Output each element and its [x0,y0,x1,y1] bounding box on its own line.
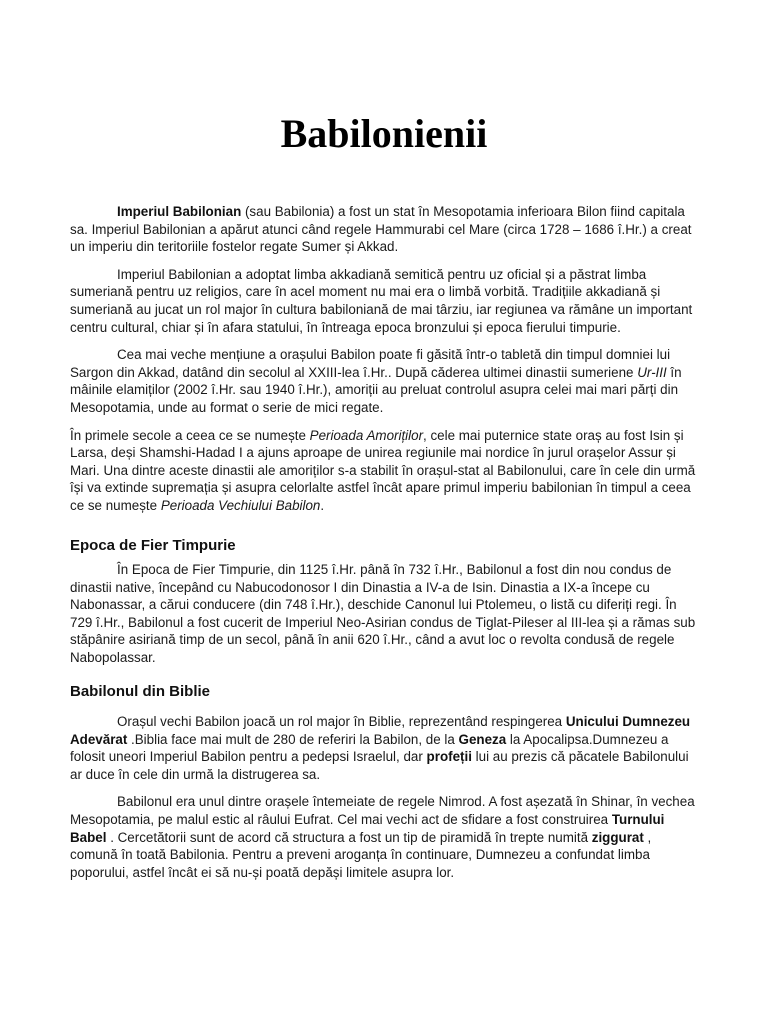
intro-paragraph-1: Imperiul Babilonian (sau Babilonia) a fost un stat în Mesopotamia inferioara Bilon fiind capitala sa. Imperiul Babilonian a apărut atunci când regele Hammurabi cel Mare (circa 1728 – 1686 î.Hr.) a creat un imperiu din teritoriile fostelor regate Sumer și Akkad. [70,204,692,255]
term-ziggurat: ziggurat [591,829,644,845]
section-heading-epoca-de-fier: Epoca de Fier Timpurie [70,537,236,554]
page-title: Babilonienii [280,111,488,156]
term-unicului-dumnezeu: Unicului Dumnezeu Adevărat [70,714,691,747]
section1-paragraph-1: În Epoca de Fier Timpurie, din 1125 î.Hr. până în 732 î.Hr., Babilonul a fost din nou condus de dinastii native, începând cu Nabucodonosor I din Dinastia a IV-a de Isin. Dinastia a IX-a începe cu Nabonassar, a cărui conducere (din 748 î.Hr.), deschide Canonul lui Ptolemeu, o listă cu diferiți regi. În 729 î.Hr., Babilonul a fost cucerit de Imperiul Neo-Asirian condus de Tiglat-Pileser al III-lea și a rămas sub stăpânire asiriană timp de un secol, până în anii 620 î.Hr., când a avut loc o revolta condusă de regele Nabopolassar. [70,562,696,665]
intro-paragraph-3: Cea mai veche mențiune a orașului Babilon poate fi găsită într-o tabletă din timpul domniei lui Sargon din Akkad, datând din secolul al XXIII-lea î.Hr.. După căderea ultimei dinastii sumeriene Ur-III în mâinile elamiților (2002 î.Hr. sau 1940 î.Hr.), amoriții au preluat controlul asupra celei mai mari părți din Mesopotamia, unde au format o serie de mici regate. [70,347,682,415]
term-imperiul-babilonian: Imperiul Babilonian [117,204,242,219]
section-heading-babilonul-din-biblie: Babilonul din Biblie [70,683,210,700]
term-geneza: Geneza [458,731,507,747]
intro-paragraph-2: Imperiul Babilonian a adoptat limba akkadiană semitică pentru uz oficial și a păstrat limba sumeriană pentru uz religios, care în acel moment nu mai era o limbă vorbită. Tradițiile akkadiană și sumeriană au jucat un rol major în cultura babiloniană de mai târziu, iar regiunea va rămâne un important centru cultural, chiar și în afara statului, în întreaga epoca bronzului și epoca fierului timpurie. [70,266,693,335]
term-perioada-amoritilor: Perioada Amoriților [309,427,424,443]
section-epoca-de-fier [70,561,700,677]
section2-paragraph-1: Orașul vechi Babilon joacă un rol major în Biblie, reprezentând respingerea Unicului Dumnezeu Adevărat .Biblia face mai mult de 280 de referiri la Babilon, de la Geneza la Apocalipsa.Dumnezeu a folosit uneori Imperiul Babilon pentru a pedepsi Israelul, dar profeții lui au prezis că păcatele Babilonului ar duce în cele din urmă la distrugerea sa. [70,714,691,782]
term-perioada-vechiului-babilon: Perioada Vechiului Babilon [160,497,321,513]
intro-paragraph-4: În primele secole a ceea ce se numește Perioada Amoriților, cele mai puternice state oraș au fost Isin și Larsa, deși Shamshi-Hadad I a ajuns aproape de unirea regiunile mai nordice în jurul orașelor Assur și Mari. Una dintre aceste dinastii ale amoriților s-a stabilit în orașul-stat al Babilonului, care în cele din urmă își va extinde supremația și asupra celorlalte astfel încât apare primul imperiu babilonian în timpul a ceea ce se numește Perioada Vechiului Babilon. [70,427,696,513]
term-ur-iii: Ur-III [637,364,667,380]
intro-section [70,203,700,525]
term-turnului-babel: Turnului Babel [70,811,665,845]
section-babilonul-din-biblie [70,713,700,891]
term-profetii: profeții [426,749,472,765]
section2-paragraph-2: Babilonul era unul dintre orașele întemeiate de regele Nimrod. A fost așezată în Shinar, în vechea Mesopotamia, pe malul estic al râului Eufrat. Cel mai vechi act de sfidare a fost construirea Turnului Babel . Cercetătorii sunt de acord că structura a fost un tip de piramidă în trepte numită ziggurat , comună în toată Babilonia. Pentru a preveni aroganța în continuare, Dumnezeu a confundat limba poporului, astfel încât ei să nu-și poată depăși limitele asupra lor. [70,794,695,880]
